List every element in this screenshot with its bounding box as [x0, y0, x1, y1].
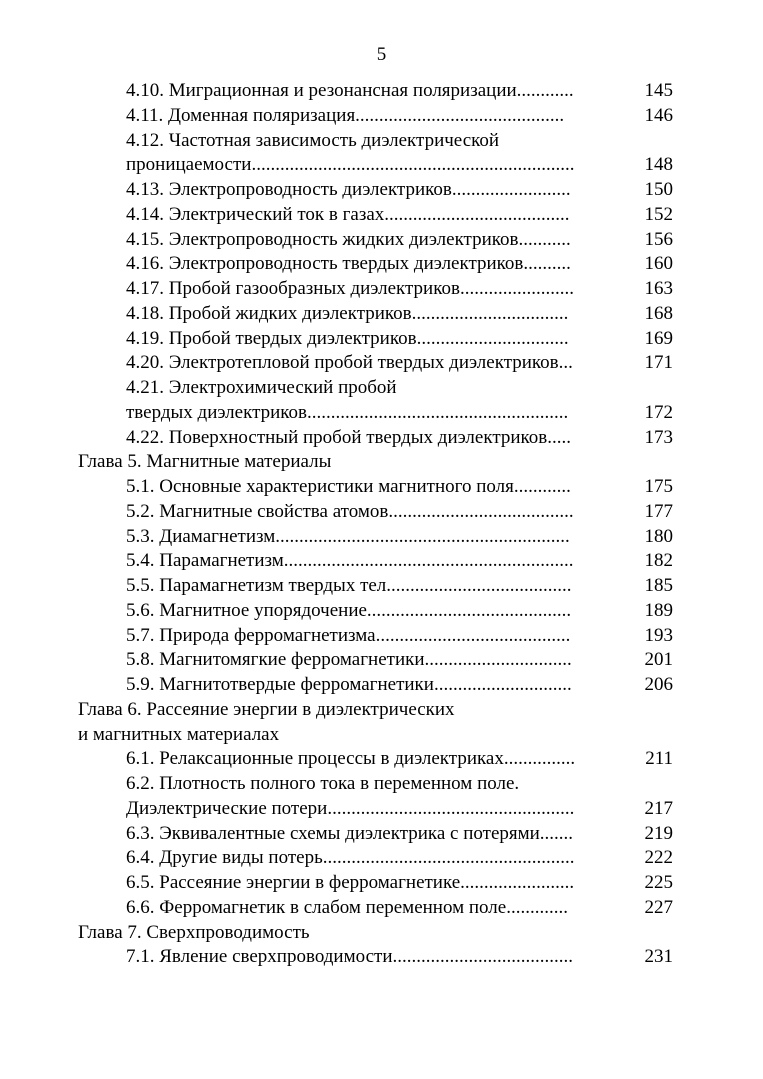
toc-entry-page: 219 [644, 822, 673, 844]
toc-entry-page: 185 [644, 575, 673, 596]
toc-entry-title: 4.22. Поверхностный пробой твердых диэлектриков..... [126, 426, 572, 448]
toc-entry [0, 302, 763, 327]
toc-entry-page: 171 [644, 352, 673, 374]
toc-entry-title: Глава 6. Рассеяние энергии в диэлектрических [78, 698, 455, 720]
toc-entry [0, 747, 763, 772]
toc-entry [0, 79, 763, 104]
toc-entry [0, 574, 763, 599]
toc-entry-page: 152 [644, 203, 673, 225]
toc-entry-title: проницаемости.................................................................... [126, 154, 575, 176]
toc-entry-page: 193 [644, 624, 673, 646]
toc-entry-title: 5.1. Основные характеристики магнитного поля............ [126, 476, 571, 497]
toc-entry-page: 172 [644, 401, 673, 423]
toc-entry-title: 4.14. Электрический ток в газах....................................... [126, 203, 570, 225]
toc-entry [0, 426, 763, 451]
toc-entry-title: 5.7. Природа ферромагнетизма......................................... [126, 624, 571, 646]
toc-entry [0, 351, 763, 376]
toc-entry [0, 822, 763, 847]
toc-entry-page: 180 [644, 525, 673, 547]
toc-entry [0, 500, 763, 525]
toc-entry-page: 169 [644, 327, 673, 349]
toc-entry-page: 206 [644, 674, 673, 695]
toc-entry-page: 175 [644, 476, 673, 497]
toc-entry [0, 846, 763, 871]
toc-entry-title: 6.5. Рассеяние энергии в ферромагнетике........................ [126, 872, 575, 893]
toc-entry [0, 673, 763, 698]
toc-chapter-line [0, 698, 763, 723]
toc-entry [0, 277, 763, 302]
toc-entry [0, 252, 763, 277]
toc-entry-title: 5.4. Парамагнетизм............................................................. [126, 550, 574, 572]
toc-entry-title: 5.6. Магнитное упорядочение........................................... [126, 599, 572, 621]
toc-entry [0, 104, 763, 129]
table-of-contents [0, 79, 763, 970]
toc-entry-title: 7.1. Явление сверхпроводимости...................................... [126, 946, 574, 968]
toc-entry-title: 4.19. Пробой твердых диэлектриков................................ [126, 327, 569, 349]
toc-entry-page: 173 [644, 426, 673, 448]
toc-entry-page: 156 [644, 228, 673, 250]
toc-entry-title: 6.2. Плотность полного тока в переменном поле. [126, 773, 520, 794]
toc-entry-title: 4.20. Электротепловой пробой твердых диэлектриков... [126, 352, 573, 374]
toc-entry-title: твердых диэлектриков....................................................... [126, 401, 569, 423]
toc-entry-page: 146 [644, 104, 673, 126]
toc-entry-page: 225 [644, 872, 673, 893]
toc-entry-title: 6.1. Релаксационные процессы в диэлектриках............... [126, 748, 576, 770]
toc-entry [0, 203, 763, 228]
toc-entry-title: 4.16. Электропроводность твердых диэлектриков.......... [126, 253, 571, 275]
toc-entry-title: 4.17. Пробой газообразных диэлектриков........................ [126, 278, 574, 299]
toc-entry [0, 599, 763, 624]
toc-entry-page: 189 [644, 599, 673, 621]
toc-entry-title: 4.18. Пробой жидких диэлектриков................................. [126, 302, 569, 324]
toc-entry-page: 227 [644, 896, 673, 918]
toc-entry-page: 148 [644, 154, 673, 176]
page-number: 5 [376, 44, 387, 65]
toc-entry-title: 5.5. Парамагнетизм твердых тел....................................... [126, 575, 572, 596]
toc-entry [0, 549, 763, 574]
toc-entry-title: 5.8. Магнитомягкие ферромагнетики............................... [126, 649, 572, 671]
toc-entry [0, 376, 763, 401]
toc-entry-title: Диэлектрические потери.................................................... [126, 797, 575, 819]
toc-entry [0, 945, 763, 970]
toc-entry [0, 401, 763, 426]
toc-entry-title: 4.21. Электрохимический пробой [126, 377, 397, 398]
toc-entry-title: Глава 7. Сверхпроводимость [78, 921, 310, 943]
toc-entry-title: 5.9. Магнитотвердые ферромагнетики............................. [126, 674, 572, 695]
toc-entry-page: 211 [645, 748, 673, 770]
toc-entry-title: 5.3. Диамагнетизм.............................................................. [126, 525, 570, 547]
toc-entry [0, 896, 763, 921]
toc-chapter-line [0, 723, 763, 748]
toc-entry-title: 4.15. Электропроводность жидких диэлектриков........... [126, 228, 571, 250]
toc-entry [0, 228, 763, 253]
toc-entry-title: 4.11. Доменная поляризация............................................ [126, 104, 565, 126]
toc-entry-title: 6.6. Ферромагнетик в слабом переменном поле............. [126, 896, 568, 918]
toc-entry [0, 129, 763, 154]
toc-entry-title: 4.13. Электропроводность диэлектриков......................... [126, 179, 571, 200]
toc-entry-page: 231 [644, 946, 673, 968]
toc-entry [0, 648, 763, 673]
toc-entry [0, 624, 763, 649]
toc-chapter-line [0, 921, 763, 946]
toc-entry [0, 178, 763, 203]
toc-entry [0, 475, 763, 500]
toc-entry-title: 6.4. Другие виды потерь..................................................... [126, 847, 575, 869]
toc-entry-page: 150 [644, 179, 673, 200]
toc-entry-page: 217 [644, 797, 673, 819]
toc-entry [0, 327, 763, 352]
toc-entry-page: 160 [644, 253, 673, 275]
toc-entry [0, 772, 763, 797]
toc-entry [0, 797, 763, 822]
toc-entry-title: 6.3. Эквивалентные схемы диэлектрика с потерями....... [126, 822, 574, 844]
toc-entry-page: 163 [644, 278, 673, 299]
toc-chapter-line [0, 450, 763, 475]
toc-entry-page: 168 [644, 302, 673, 324]
toc-entry-title: 5.2. Магнитные свойства атомов....................................... [126, 500, 574, 522]
toc-entry-title: 4.10. Миграционная и резонансная поляризации............ [126, 80, 574, 101]
toc-entry-page: 145 [644, 80, 673, 101]
toc-entry-title: Глава 5. Магнитные материалы [78, 451, 332, 473]
toc-entry [0, 871, 763, 896]
toc-entry-title: 4.12. Частотная зависимость диэлектрической [126, 129, 500, 151]
toc-entry-page: 222 [644, 847, 673, 869]
toc-entry-title: и магнитных материалах [78, 723, 280, 745]
toc-entry [0, 525, 763, 550]
toc-entry [0, 153, 763, 178]
toc-entry-page: 201 [644, 649, 673, 671]
toc-entry-page: 182 [644, 550, 673, 572]
toc-entry-page: 177 [644, 500, 673, 522]
